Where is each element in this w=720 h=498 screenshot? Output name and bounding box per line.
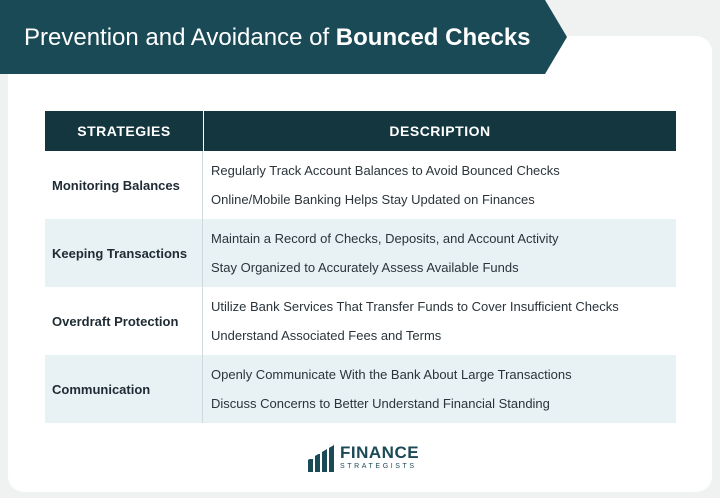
strategies-table [45, 111, 676, 423]
logo-main-text: FINANCE [340, 442, 420, 462]
description-line: Understand Associated Fees and Terms [211, 328, 442, 343]
strategy-cell: Overdraft Protection [45, 287, 203, 355]
header-strategies: STRATEGIES [45, 111, 204, 151]
header-description: DESCRIPTION [389, 123, 491, 139]
logo-text [340, 444, 419, 471]
table-row [45, 355, 676, 423]
finance-strategists-logo [306, 440, 419, 474]
page-title [24, 22, 531, 54]
description-cell [203, 287, 675, 355]
description-line: Regularly Track Account Balances to Avoid Bounced Checks [211, 163, 560, 178]
description-line: Discuss Concerns to Better Understand Financial Standing [211, 396, 550, 411]
strategy-cell: Monitoring Balances [45, 151, 203, 219]
description-line: Openly Communicate With the Bank About Large Transactions [211, 367, 572, 382]
strategy-cell: Keeping Transactions [45, 219, 203, 287]
table-header [45, 111, 676, 151]
table-row [45, 219, 676, 287]
strategy-cell: Communication [45, 355, 203, 423]
description-cell [203, 219, 675, 287]
description-line: Maintain a Record of Checks, Deposits, and Account Activity [211, 231, 559, 246]
description-line: Online/Mobile Banking Helps Stay Updated on Finances [211, 192, 535, 207]
description-line: Stay Organized to Accurately Assess Available Funds [211, 260, 519, 275]
description-line: Utilize Bank Services That Transfer Funds to Cover Insufficient Checks [211, 299, 619, 314]
table-row [45, 287, 676, 355]
title-regular: Prevention and Avoidance of [24, 24, 336, 51]
description-cell [203, 355, 675, 423]
table-row [45, 151, 676, 219]
finance-strategists-logo-icon [306, 441, 336, 473]
logo-sub-text: STRATEGISTS [340, 462, 417, 470]
title-bold: Bounced Checks [335, 24, 531, 51]
description-cell [203, 151, 675, 219]
